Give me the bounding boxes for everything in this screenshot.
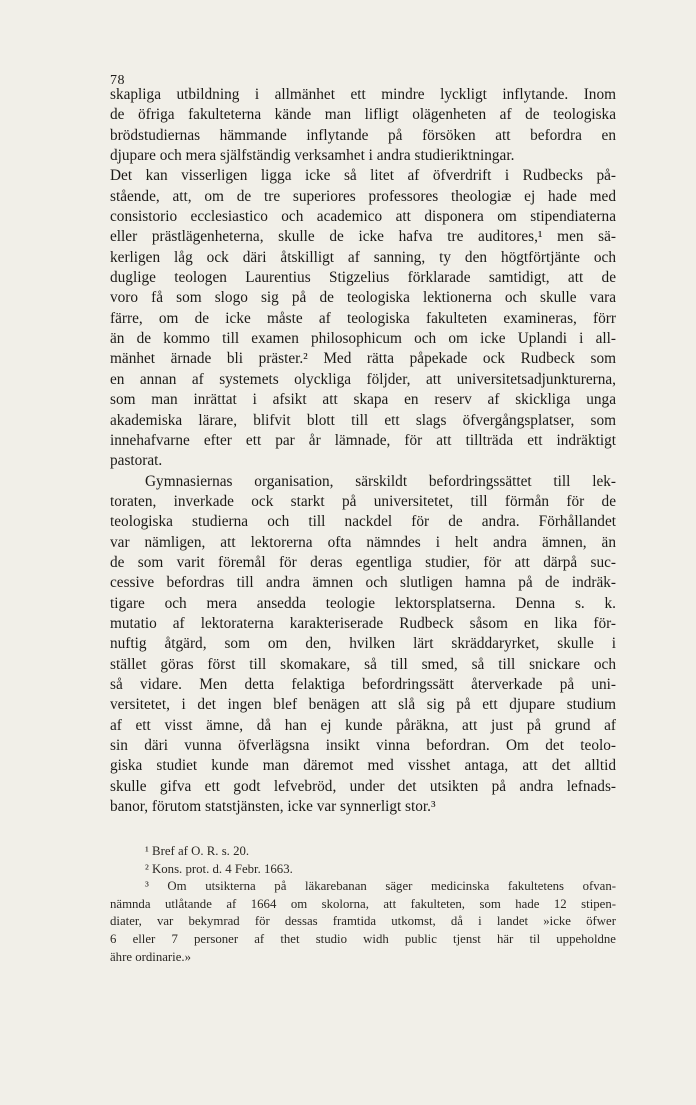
body-line: mutatio af lektoraterna karakteriserade Rudbeck såsom en lika för- (110, 614, 616, 632)
body-line: de öfriga fakulteterna kände man lifligt olägenheten af de teologiska (110, 106, 616, 124)
body-line: akademiska lärare, blifvit blott till ett slags öfvergångsplatser, som (110, 411, 616, 429)
body-line: eller prästlägenheterna, skulle de icke hafva tre auditores,¹ men sä- (110, 228, 616, 246)
body-line: giska studiet kunde man däremot med visshet antaga, att det alltid (110, 757, 616, 775)
body-line: banor, förutom statstjänsten, icke var synnerligt stor.³ (110, 798, 436, 816)
footnote-line: ³ Om utsikterna på läkarebanan säger medicinska fakultetens ofvan- (145, 879, 616, 894)
footnote-line: nämnda utlåtande af 1664 om skolorna, att fakulteten, som hade 12 stipen- (110, 896, 616, 911)
footnote-line: ² Kons. prot. d. 4 Febr. 1663. (145, 861, 293, 876)
body-line: toraten, inverkade ock starkt på universitetet, till förmån för de (110, 492, 616, 510)
body-line: af ett visst ämne, då han ej kunde påräkna, att just på grund af (110, 716, 616, 734)
body-line: stående, att, om de tre superiores professores theologiæ ej hade med (110, 187, 616, 205)
body-line: en annan af systemets olyckliga följder, att universitetsadjunkturerna, (110, 370, 616, 388)
body-line: teologiska studierna och till nackdel för de andra. Förhållandet (110, 513, 616, 531)
body-line: så vidare. Men detta felaktiga befordringssätt återverkade på uni- (110, 675, 616, 693)
footnote-line: ¹ Bref af O. R. s. 20. (145, 844, 250, 858)
body-line: skulle gifva ett godt lefvebröd, under det utsikten på andra lefnads- (110, 777, 616, 795)
body-line: djupare och mera själfständig verksamhet i andra studieriktningar. (110, 147, 515, 165)
body-line: brödstudiernas hämmande inflytande på försöken att befordra en (110, 126, 616, 144)
body-line: sin däri vunna öfverlägsna insikt vinna befordran. Om det teolo- (110, 737, 616, 754)
body-line: kerligen låg ock däri åtskilligt af sanning, ty den högtförtjänte och (110, 248, 616, 266)
body-line: voro få som slogo sig på de teologiska lektionerna och skulle vara (110, 289, 616, 307)
body-line: mänhet ärnade bli präster.² Med rätta påpekade ock Rudbeck som (110, 350, 616, 368)
body-line: Det kan visserligen ligga icke så litet af öfverdrift i Rudbecks på- (110, 167, 616, 185)
body-line: färre, om de icke måste af teologiska fakulteten examineras, förr (110, 309, 616, 327)
body-line: cessive befordras till andra ämnen och slutligen hamna på de indräk- (110, 574, 616, 592)
body-line: innehafvarne efter ett par år lämnade, för att tillträda ett indräktigt (110, 431, 616, 449)
body-line: var nämligen, att lektorerna ofta nämndes i helt andra ämnen, än (110, 533, 616, 551)
footnote-line: ähre ordinarie.» (110, 949, 192, 964)
body-line: som man inrättat i afsikt att skapa en reserv af skickliga unga (110, 391, 616, 409)
body-line: consistorio ecclesiastico och academico att disponera om stipendiaterna (110, 208, 616, 226)
body-line: än de kommo till examen philosophicum och om icke Uplandi i all- (110, 330, 616, 348)
footnotes (110, 843, 616, 966)
body-line: Gymnasiernas organisation, särskildt befordringssättet till lek- (145, 472, 616, 490)
body-line: duglige teologen Laurentius Stigzelius förklarade samtidigt, att de (110, 269, 616, 287)
body-line: pastorat. (110, 452, 163, 470)
body-line: skapliga utbildning i allmänhet ett mindre lyckligt inflytande. Inom (110, 86, 616, 103)
body-text (110, 85, 616, 817)
footnote-line: 6 eller 7 personer af thet studio widh public tjenst här til uppeholdne (110, 931, 616, 946)
body-line: stället göras först till skomakare, så till smed, så till snickare och (110, 655, 616, 673)
body-line: tigare och mera ansedda teologie lektorsplatserna. Denna s. k. (110, 594, 616, 612)
body-line: de som varit föremål för deras egentliga studier, för att därpå suc- (110, 553, 616, 571)
body-line: versitetet, i det ingen blef benägen att slå sig på ett djupare studium (110, 696, 616, 714)
footnote-line: diater, var bekymrad för dessas framtida utkomst, då i landet »icke öfwer (110, 914, 616, 929)
page-number: 78 (110, 73, 125, 88)
body-line: nuftig åtgärd, som om den, hvilken lärt skräddaryrket, skulle i (110, 635, 616, 653)
